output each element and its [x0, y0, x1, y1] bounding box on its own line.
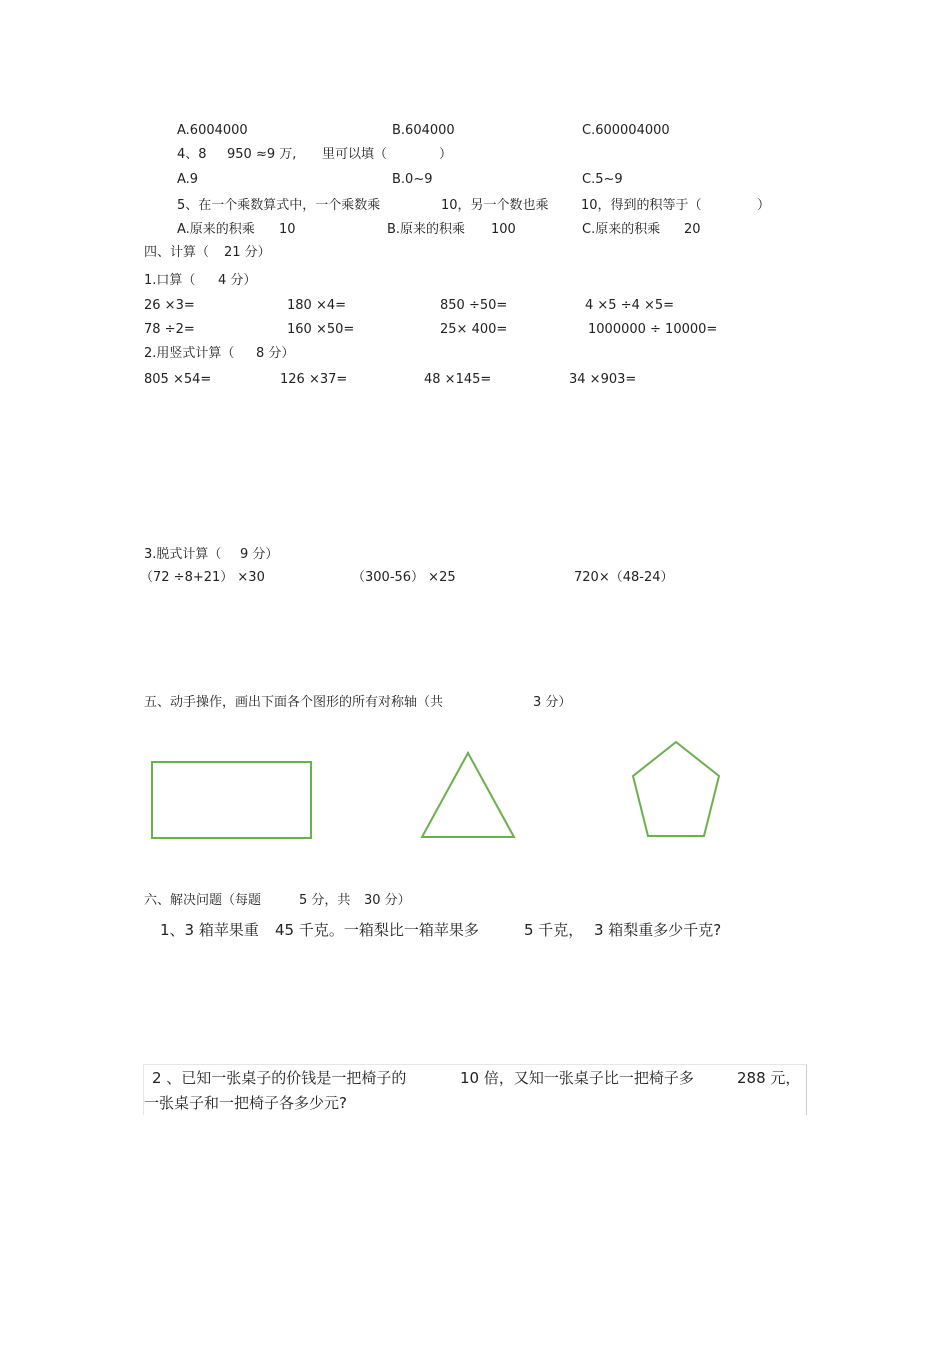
section6-title-c: 30 分） [364, 893, 411, 908]
section6-title-b: 5 分，共 [299, 893, 351, 908]
q5-part1: 5、在一个乘数算式中，一个乘数乘 [177, 198, 381, 213]
rectangle-figure [150, 760, 314, 840]
q4-option-b: B.0~9 [392, 172, 433, 187]
q4-option-c: C.5~9 [582, 172, 623, 187]
section6-title-a: 六、解决问题（每题 [144, 893, 262, 908]
q5-part2: 10，另一个数也乘 [441, 198, 549, 213]
oral-calc-item: 850 ÷50= [440, 298, 508, 313]
section4-title-b: 21 分） [224, 245, 271, 260]
oral-calc-item: 78 ÷2= [144, 322, 195, 337]
section4-title-a: 四、计算（ [144, 245, 210, 260]
q5-option-c-value: 20 [684, 222, 701, 237]
oral-calc-title-b: 4 分） [218, 273, 257, 288]
q4-text: 里可以填（ [322, 147, 388, 162]
vertical-calc-title-a: 2.用竖式计算（ [144, 346, 235, 361]
q5-part3: 10，得到的积等于（ [581, 198, 702, 213]
q3-option-c: C.600004000 [582, 123, 670, 138]
stepwise-calc-item: （72 ÷8+21） ×30 [140, 570, 265, 585]
q5-option-a-value: 10 [279, 222, 296, 237]
q3-option-a: A.6004000 [177, 123, 248, 138]
problem1-part-c: 5 千克， [524, 921, 584, 939]
problem2-line2: 一张桌子和一把椅子各多少元? [144, 1094, 347, 1112]
oral-calc-item: 4 ×5 ÷4 ×5= [585, 298, 675, 313]
section5-title-a: 五、动手操作，画出下面各个图形的所有对称轴（共 [144, 695, 444, 710]
vertical-calc-item: 805 ×54= [144, 372, 212, 387]
vertical-calc-item: 34 ×903= [569, 372, 637, 387]
stepwise-calc-title-a: 3.脱式计算（ [144, 547, 222, 562]
pentagon-figure [630, 739, 722, 839]
stepwise-calc-item: 720×（48-24） [574, 570, 674, 585]
problem1-part-d: 3 箱梨重多少千克? [594, 921, 722, 939]
oral-calc-item: 160 ×50= [287, 322, 355, 337]
q4-option-a: A.9 [177, 172, 199, 187]
section5-title-b: 3 分） [533, 695, 572, 710]
q4-expression: 950 ≈9 万, [227, 147, 297, 162]
problem2-part-c: 288 元， [737, 1069, 801, 1087]
oral-calc-title-a: 1.口算（ [144, 273, 196, 288]
problem1-part-a: 1、3 箱苹果重 [160, 921, 259, 939]
q5-option-a-label: A.原来的积乘 [177, 222, 255, 237]
vertical-calc-item: 48 ×145= [424, 372, 492, 387]
q5-option-c-label: C.原来的积乘 [582, 222, 661, 237]
vertical-calc-item: 126 ×37= [280, 372, 348, 387]
q5-close-paren: ） [757, 198, 771, 213]
oral-calc-item: 180 ×4= [287, 298, 347, 313]
oral-calc-item: 26 ×3= [144, 298, 195, 313]
triangle-figure [419, 750, 517, 840]
oral-calc-item: 1000000 ÷ 10000= [588, 322, 718, 337]
q4-number: 4、8 [177, 147, 207, 162]
problem1-part-b: 45 千克。一箱梨比一箱苹果多 [275, 921, 479, 939]
stepwise-calc-title-b: 9 分） [240, 547, 279, 562]
problem2-part-b: 10 倍，又知一张桌子比一把椅子多 [460, 1069, 694, 1087]
q5-option-b-value: 100 [491, 222, 516, 237]
problem2-part-a: 2 、已知一张桌子的价钱是一把椅子的 [152, 1069, 407, 1087]
vertical-calc-title-b: 8 分） [256, 346, 295, 361]
q3-option-b: B.604000 [392, 123, 455, 138]
stepwise-calc-item: （300-56） ×25 [352, 570, 456, 585]
oral-calc-item: 25× 400= [440, 322, 508, 337]
q5-option-b-label: B.原来的积乘 [387, 222, 466, 237]
q4-close-paren: ） [439, 147, 453, 162]
